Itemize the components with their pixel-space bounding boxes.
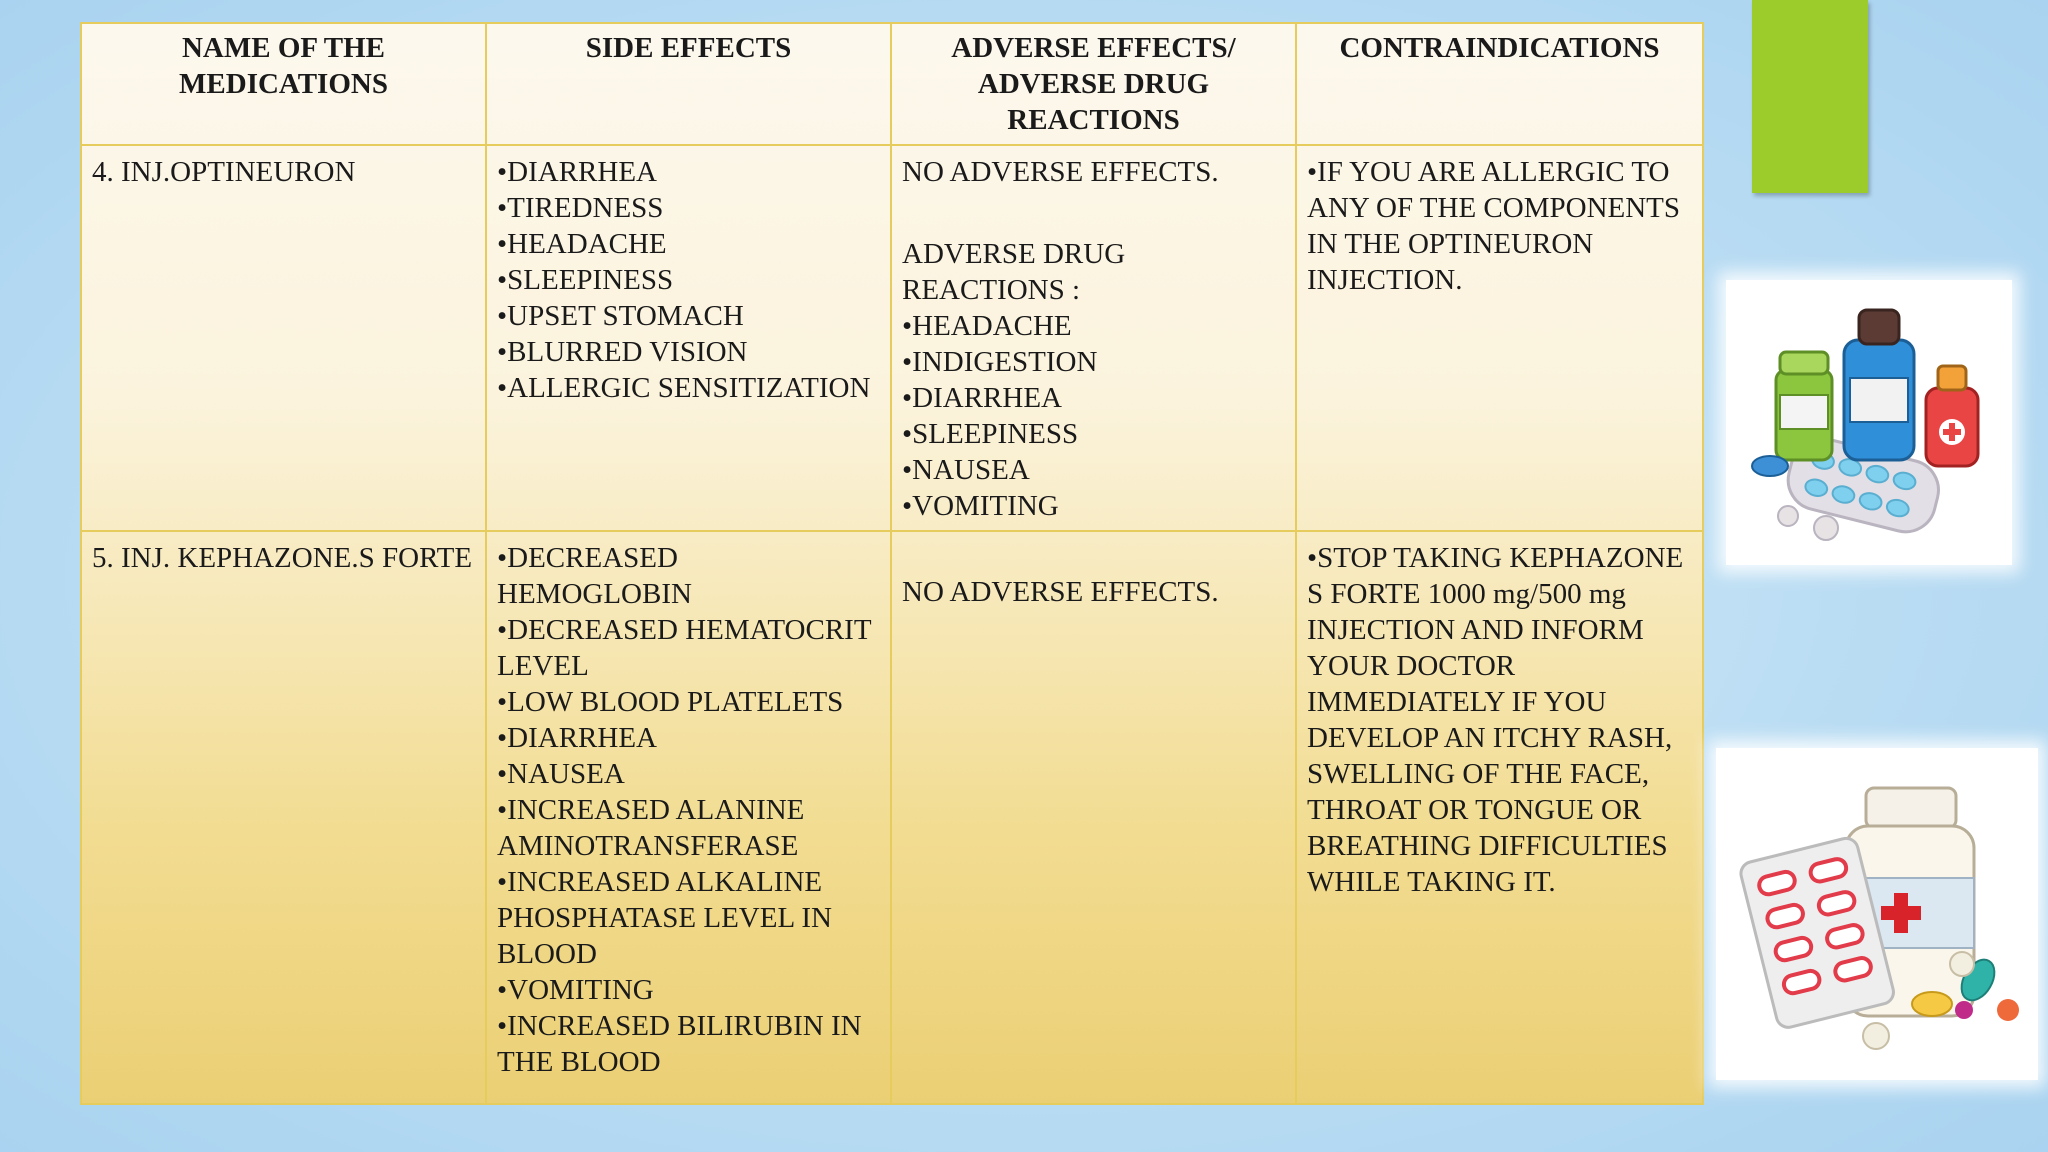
pill-bottle-icon [1716, 748, 2038, 1080]
side-effect-item: •TIREDNESS [497, 192, 664, 224]
side-effects-cell [486, 145, 891, 531]
medications-table [80, 22, 1704, 1105]
header-contraindications: CONTRAINDICATIONS [1296, 23, 1703, 145]
contraindications-cell: •STOP TAKING KEPHAZONE S FORTE 1000 mg/500 mg INJECTION AND INFORM YOUR DOCTOR IMMEDIATELY IF YOU DEVELOP AN ITCHY RASH, SWELLING OF THE FACE, THROAT OR TONGUE OR BREATHING DIFFICULTIES WHILE TAKING IT. [1296, 531, 1703, 1104]
side-effect-item: •INCREASED ALKALINE PHOSPHATASE LEVEL IN BLOOD [497, 866, 832, 970]
accent-rectangle [1752, 0, 1868, 193]
medication-name: 5. INJ. KEPHAZONE.S FORTE [81, 531, 486, 1104]
side-effect-item: •DECREASED HEMOGLOBIN [497, 542, 692, 610]
side-effect-item: •BLURRED VISION [497, 336, 748, 368]
table-header-row [81, 23, 1703, 145]
header-adverse-effects: ADVERSE EFFECTS/ ADVERSE DRUG REACTIONS [891, 23, 1296, 145]
adverse-effects-cell [891, 145, 1296, 531]
spacer [902, 540, 1285, 574]
header-side-effects: SIDE EFFECTS [486, 23, 891, 145]
adverse-effects-text: NO ADVERSE EFFECTS. [902, 576, 1219, 608]
side-effect-item: •HEADACHE [497, 228, 667, 260]
side-effect-item: •NAUSEA [497, 758, 625, 790]
contraindications-cell: •IF YOU ARE ALLERGIC TO ANY OF THE COMPONENTS IN THE OPTINEURON INJECTION. [1296, 145, 1703, 531]
adverse-reaction-item: •VOMITING [902, 490, 1059, 522]
spacer [902, 190, 1285, 236]
side-effect-item: •DIARRHEA [497, 156, 657, 188]
adverse-reaction-item: •INDIGESTION [902, 346, 1098, 378]
adverse-reaction-item: •NAUSEA [902, 454, 1030, 486]
side-effect-item: •UPSET STOMACH [497, 300, 744, 332]
side-effect-item: •DIARRHEA [497, 722, 657, 754]
side-effect-item: •VOMITING [497, 974, 654, 1006]
adverse-reaction-item: •DIARRHEA [902, 382, 1062, 414]
medicine-bottles-icon [1726, 280, 2012, 565]
side-effects-cell [486, 531, 891, 1104]
side-effect-item: •ALLERGIC SENSITIZATION [497, 372, 871, 404]
adverse-reaction-item: •SLEEPINESS [902, 418, 1079, 450]
medicine-bottles-illustration [1726, 280, 2012, 565]
adverse-effects-cell [891, 531, 1296, 1104]
side-effect-item: •SLEEPINESS [497, 264, 674, 296]
adverse-reaction-item: •HEADACHE [902, 310, 1072, 342]
side-effect-item: •DECREASED HEMATOCRIT LEVEL [497, 614, 872, 682]
side-effect-item: •LOW BLOOD PLATELETS [497, 686, 844, 718]
pill-blister-bottle-illustration [1716, 748, 2038, 1080]
medication-name: 4. INJ.OPTINEURON [81, 145, 486, 531]
header-name: NAME OF THE MEDICATIONS [81, 23, 486, 145]
side-effect-item: •INCREASED BILIRUBIN IN THE BLOOD [497, 1010, 862, 1078]
adverse-effects-text: NO ADVERSE EFFECTS. [902, 156, 1219, 188]
table-row [81, 145, 1703, 531]
table-row [81, 531, 1703, 1104]
side-effect-item: •INCREASED ALANINE AMINOTRANSFERASE [497, 794, 805, 862]
adverse-reactions-title: ADVERSE DRUG REACTIONS : [902, 238, 1126, 306]
